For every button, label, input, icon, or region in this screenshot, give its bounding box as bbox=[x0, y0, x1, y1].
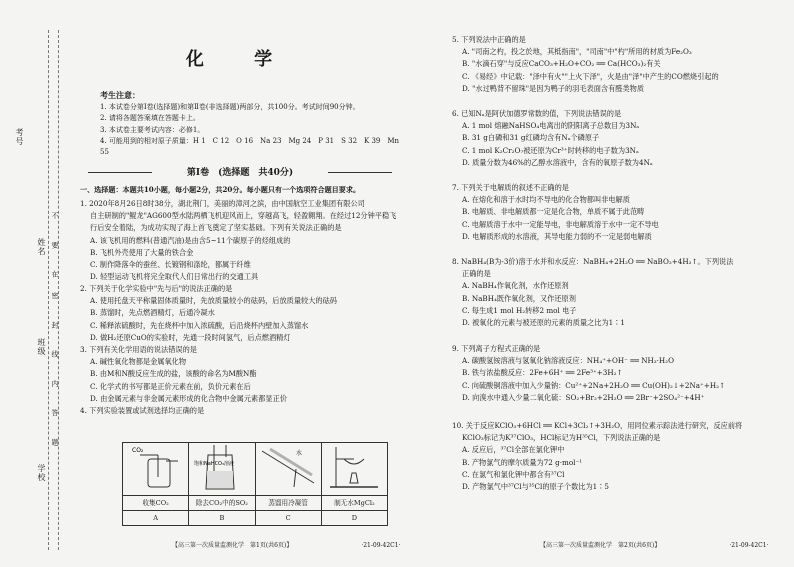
notice-line: 3. 本试卷主要考试内容：必修1。 bbox=[100, 125, 205, 134]
question-2 bbox=[80, 283, 337, 344]
apparatus-c bbox=[255, 443, 321, 496]
notice-line: 4. 可能用到的相对原子质量：H 1 C 12 O 16 Na 23 Mg 24 P 31 S 32 K 39 Mn 55 bbox=[100, 136, 400, 157]
seal-warning-2: 密 封 线 内 答 题 bbox=[51, 292, 59, 456]
question-10 bbox=[452, 420, 742, 493]
question-stem: 自主研制的"鲲龙"AG600型水陆两栖飞机迎风而上，穿越高飞，轻盈翱翔。在经过12分钟平稳飞 bbox=[90, 211, 397, 221]
page-footer: 【高三第一次质量监测化学 第1页(共6页)】 ·21-09-42C1· bbox=[172, 542, 401, 549]
evaporation-icon bbox=[326, 443, 382, 491]
seal-warning-1: 不 要 在 bbox=[51, 212, 59, 288]
question-stem: 7. 下列关于电解质的叙述不正确的是 bbox=[452, 183, 569, 192]
option-a: A. 使用托盘天平称量固体质量时，先放质量较小的砝码，后放质量较大的砝码 bbox=[90, 296, 337, 306]
exam-number-label: 考号 bbox=[15, 128, 24, 146]
option-c: C. 每生成1 mol H₂转移2 mol 电子 bbox=[462, 305, 577, 315]
option-c: C. 《易经》中记载："泽中有火""上火下泽"，火是由"泽"中产生的CO燃烧引起的 bbox=[462, 71, 719, 81]
part-instructions: 一、选择题：本题共10小题，每小题2分，共20分。每小题只有一个选项符合题目要求。 bbox=[80, 185, 361, 194]
caption-d: 制无水MgCl₂ bbox=[321, 496, 387, 511]
question-stem: 5. 下列说法中正确的是 bbox=[452, 35, 526, 44]
caption-c: 蒸馏用冷凝管 bbox=[255, 496, 321, 511]
nahco3-label: 饱和NaHCO₃溶液 bbox=[193, 461, 234, 467]
question-stem: 10. 关于反应KClO₃+6HCl ══ KCl+3Cl₂↑+3H₂O，用同位素示踪法进行研究，反应前将 bbox=[452, 421, 743, 430]
option-d: D. 质量分数为46%的乙醇水溶液中，含有的氧原子数为4Nₐ bbox=[462, 157, 653, 167]
page-footer: 【高三第一次质量监测化学 第2页(共6页)】 ·21-09-42C1· bbox=[540, 542, 769, 549]
question-7 bbox=[452, 182, 659, 243]
question-5 bbox=[452, 34, 719, 95]
option-c: C. 在氯气和氯化钾中都含有³⁷Cl bbox=[462, 469, 565, 479]
water-label: 水 bbox=[296, 450, 303, 457]
question-stem-cont: KClO₃标记为K³⁷ClO₃，HCl标记为H³⁵Cl，下列说法正确的是 bbox=[462, 433, 661, 443]
name-label: 姓名 bbox=[37, 238, 46, 256]
option-a: A. 该飞机用的燃料(普通汽油)是由含5~11个碳原子的烃组成的 bbox=[90, 235, 291, 245]
section-heading: 第Ⅰ卷 (选择题 共40分) bbox=[80, 167, 400, 179]
option-a: A. 在熔化和溶于水时均不导电的化合物都叫非电解质 bbox=[462, 195, 630, 205]
option-d: D. 做H₂还原CuO的实验时，先通一段时间氢气，后点燃酒精灯 bbox=[90, 332, 291, 342]
apparatus-d bbox=[321, 443, 387, 496]
option-a: A. 碱性氧化物都是金属氧化物 bbox=[90, 357, 187, 367]
question-stem: 行后安全着陆，为成功实现了海上首飞奠定了坚实基础。下列有关说法正确的是 bbox=[90, 223, 342, 233]
question-stem: 9. 下列离子方程式正确的是 bbox=[452, 344, 541, 353]
gas-collection-icon bbox=[128, 443, 184, 491]
notice-line: 2. 请将各题答案填在答题卡上。 bbox=[100, 114, 200, 123]
letter-d: D bbox=[321, 511, 387, 526]
letter-c: C bbox=[255, 511, 321, 526]
question-3 bbox=[80, 344, 287, 405]
option-d: D. 被氧化的元素与被还原的元素的质量之比为1∶1 bbox=[462, 318, 625, 328]
seal-line bbox=[48, 30, 49, 550]
question-stem: 6. 已知Nₐ是阿伏加德罗常数的值，下列说法错误的是 bbox=[452, 109, 622, 118]
question-stem: 2. 下列关于化学实验中"先与后"的说法正确的是 bbox=[80, 284, 233, 293]
notice-line: 1. 本试卷分第Ⅰ卷(选择题)和第Ⅱ卷(非选择题)两部分，共100分。考试时间90分钟。 bbox=[100, 103, 360, 112]
co2-label: CO₂ bbox=[131, 447, 143, 454]
apparatus-table bbox=[122, 442, 388, 526]
option-c: C. 稀释浓硫酸时，先在烧杯中加入浓硫酸，后沿烧杯内壁加入蒸馏水 bbox=[90, 320, 309, 330]
question-9 bbox=[452, 343, 725, 404]
school-label: 学校 bbox=[37, 464, 46, 482]
notice-heading: 考生注意： bbox=[100, 90, 140, 100]
option-d: D. 由金属元素与非金属元素形成的化合物中金属元素都显正价 bbox=[90, 393, 287, 403]
option-b: B. 铁与浓盐酸反应：2Fe+6H⁺ ══ 2Fe³⁺+3H₂↑ bbox=[462, 368, 623, 378]
page-title: 化 学 bbox=[185, 49, 295, 70]
option-b: B. "水滴石穿"与反应CaCO₃+H₂O+CO₂ ══ Ca(HCO₃)₂有关 bbox=[462, 59, 661, 69]
class-label: 班级 bbox=[37, 338, 46, 356]
binding-margin bbox=[0, 0, 66, 567]
option-b: B. 31 g白磷和31 g红磷均含有Nₐ个磷原子 bbox=[462, 133, 600, 143]
option-d: D. 向溴水中通入少量二氧化硫：SO₂+Br₂+2H₂O ══ 2Br⁻+2SO₄²⁻+4H⁺ bbox=[462, 392, 705, 402]
option-b: B. 飞机外壳使用了大量的铁合金 bbox=[90, 247, 194, 257]
caption-b: 除去CO₂中的SO₂ bbox=[189, 496, 255, 511]
option-d: D. 轻型运动飞机将完全取代人们日常出行的交通工具 bbox=[90, 272, 259, 282]
option-c: C. 制作降落伞的蚕丝、长镀钢和涤纶，都属于纤维 bbox=[90, 260, 251, 270]
exam-notice bbox=[100, 90, 400, 158]
option-b: B. NaBH₄既作氧化剂，又作还原剂 bbox=[462, 293, 576, 303]
option-c: C. 电解质溶于水中一定能导电，非电解质溶于水中一定不导电 bbox=[462, 219, 659, 229]
letter-b: B bbox=[189, 511, 255, 526]
option-a: A. 反应后，³⁷Cl全部在氯化钾中 bbox=[462, 445, 565, 455]
option-a: A. NaBH₄作氧化剂，水作还原剂 bbox=[462, 281, 569, 291]
question-stem: 1. 2020年8月26日8时38分，湖北荆门，美丽的漳河之滨，由中国航空工业集团有限公司 bbox=[80, 199, 365, 208]
apparatus-a bbox=[123, 443, 189, 496]
question-stem-cont: 正确的是 bbox=[462, 269, 491, 279]
option-d: D. 电解质形成的水溶液，其导电能力弱的不一定是弱电解质 bbox=[462, 231, 652, 241]
question-stem: 8. NaBH₄(B为-3价)溶于水并和水反应：NaBH₄+2H₂O ══ NaBO₂+4H₂↑。下列说法 bbox=[452, 257, 734, 266]
page-2 bbox=[452, 0, 782, 567]
option-b: B. 产物氯气的摩尔质量为72 g·mol⁻¹ bbox=[462, 457, 583, 467]
question-stem: 4. 下列实验装置或试剂选择均正确的是 bbox=[80, 406, 205, 415]
question-8 bbox=[452, 256, 733, 329]
option-c: C. 化学式的书写都是正价元素在前，负价元素在后 bbox=[90, 381, 251, 391]
condenser-icon bbox=[256, 443, 320, 491]
option-b: B. 电解质、非电解质都一定是化合物，单质不属于此范畴 bbox=[462, 207, 645, 217]
option-a: A. 1 mol 熔融NaHSO₄电离出的阴阳离子总数目为3Nₐ bbox=[462, 121, 640, 131]
option-d: D. "水过鸭背不留珠"是因为鸭子的羽毛表面含有醛类物质 bbox=[462, 83, 645, 93]
seal-line-inner bbox=[58, 30, 59, 550]
option-c: C. 1 mol K₂Cr₂O₇被还原为Cr³⁺时转移的电子数为3Nₐ bbox=[462, 145, 639, 155]
question-4 bbox=[80, 405, 204, 417]
option-c: C. 向硫酸铜溶液中加入少量钠：Cu²⁺+2Na+2H₂O ══ Cu(OH)₂↓+2Na⁺+H₂↑ bbox=[462, 380, 726, 390]
option-b: B. 蒸馏时，先点燃酒精灯，后通冷凝水 bbox=[90, 308, 215, 318]
apparatus-b bbox=[189, 443, 255, 496]
letter-a: A bbox=[123, 511, 189, 526]
question-1 bbox=[80, 198, 396, 283]
wash-bottle-icon bbox=[192, 443, 252, 491]
option-b: B. 由M和N酸反应生成的盐，该酸的命名为M酸N酯 bbox=[90, 369, 257, 379]
option-d: D. 产物氯气中³⁷Cl与³⁵Cl的原子个数比为1∶5 bbox=[462, 482, 609, 492]
option-a: A. "司南之杓，投之於地，其柢指南"，"司南"中"杓"所用的材质为Fe₂O₃ bbox=[462, 47, 692, 57]
option-a: A. 碳酸氢铵溶液与氢氧化钠溶液反应：NH₄⁺+OH⁻ ══ NH₃·H₂O bbox=[462, 356, 674, 366]
page-1 bbox=[80, 0, 400, 567]
question-6 bbox=[452, 108, 653, 169]
caption-a: 收集CO₂ bbox=[123, 496, 189, 511]
question-stem: 3. 下列有关化学用语的说法错误的是 bbox=[80, 345, 197, 354]
